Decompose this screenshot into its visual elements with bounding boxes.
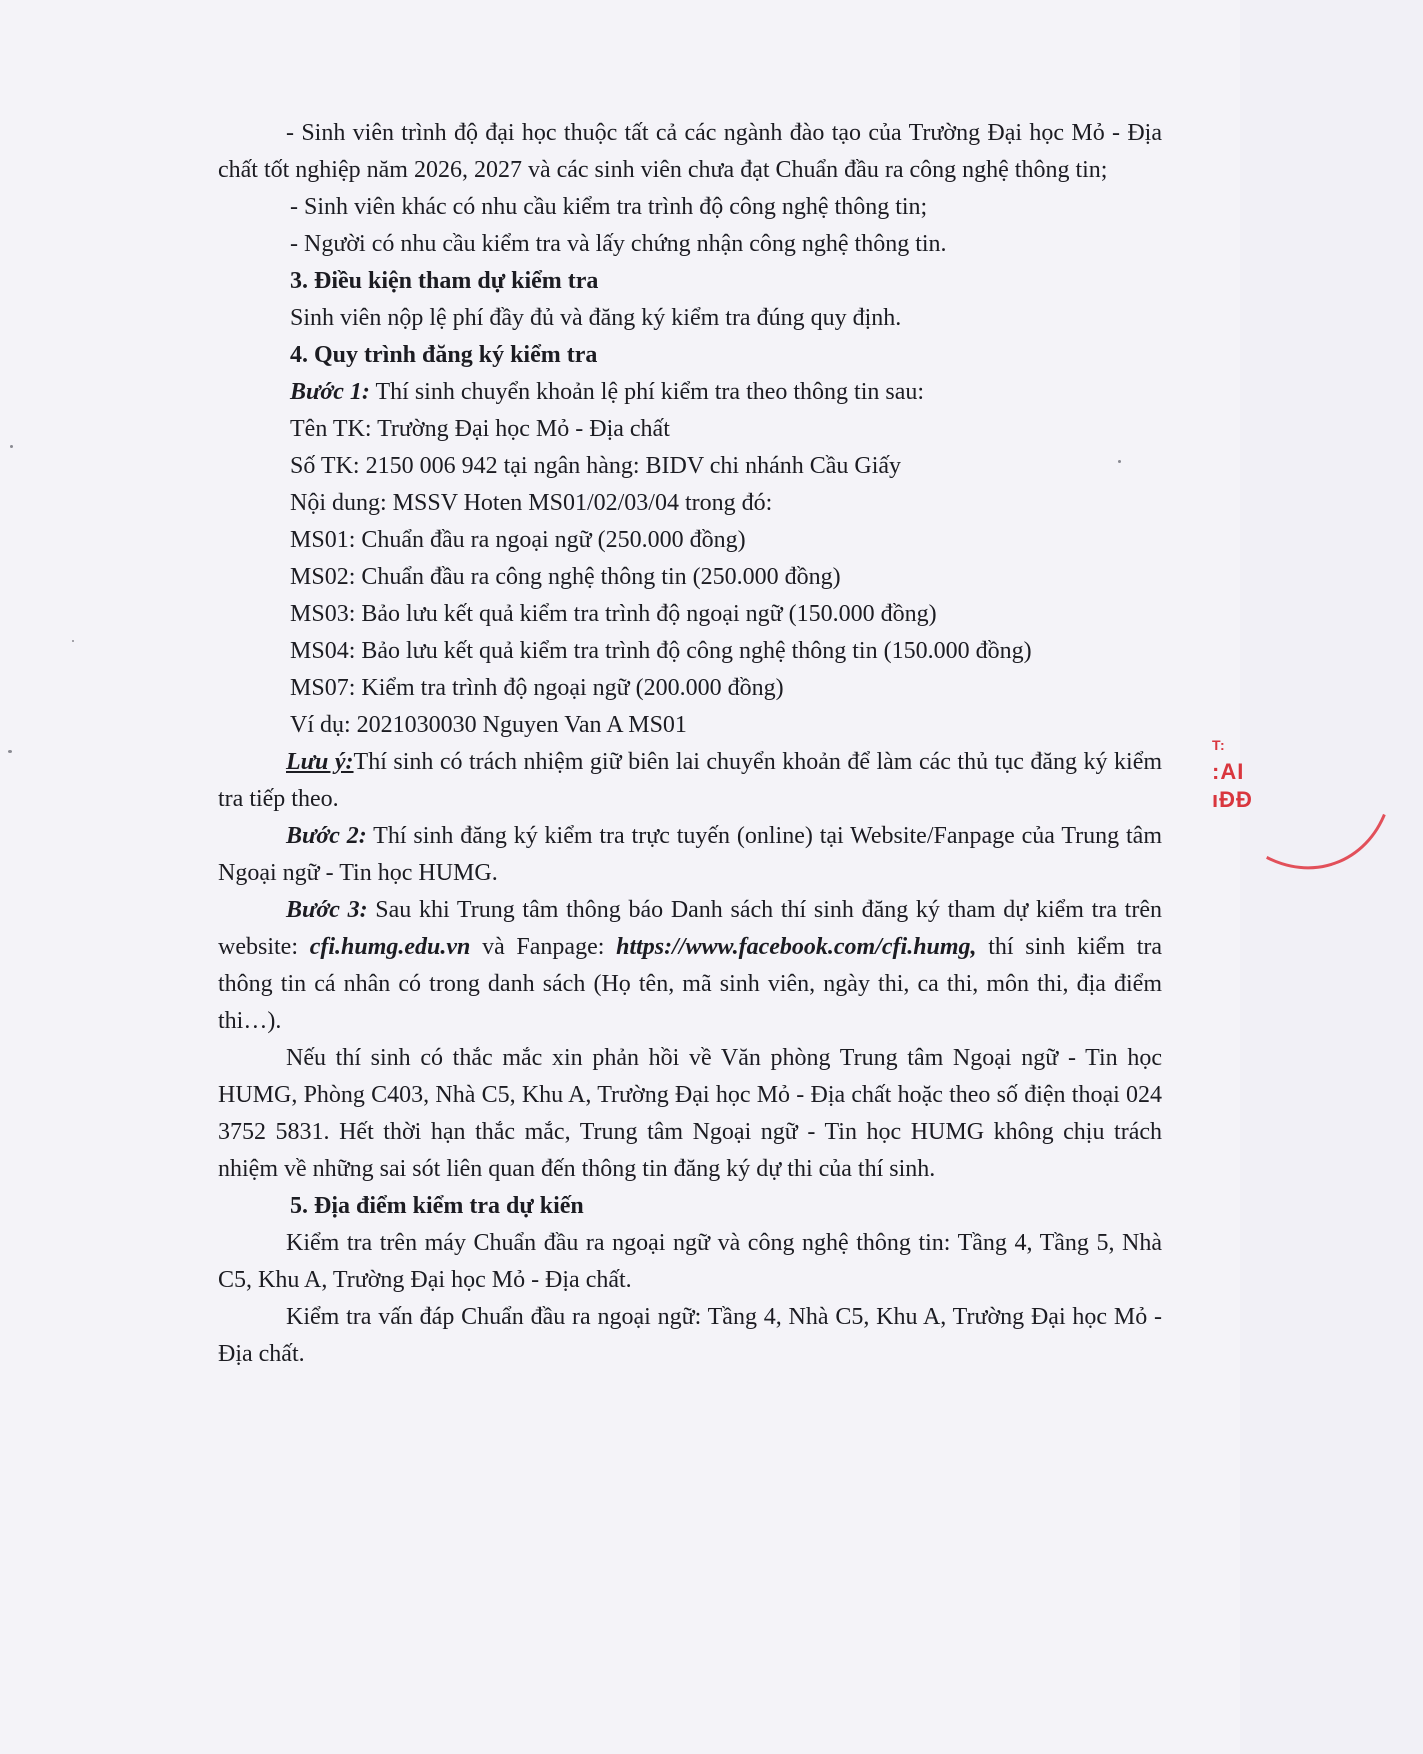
document-body xyxy=(218,115,1162,1373)
red-stamp-fragment xyxy=(1188,655,1253,875)
website-link[interactable]: cfi.humg.edu.vn xyxy=(309,934,471,960)
stamp-text-1: T: xyxy=(1212,737,1226,753)
section-5-heading: 5. Địa điểm kiểm tra dự kiến xyxy=(290,1193,584,1219)
step-1-text: Thí sinh chuyển khoản lệ phí kiểm tra theo thông tin sau: xyxy=(369,379,925,405)
scan-speck xyxy=(10,445,13,448)
account-number: Số TK: 2150 006 942 tại ngân hàng: BIDV chi nhánh Cầu Giấy xyxy=(290,453,902,479)
fanpage-link[interactable]: https://www.facebook.com/cfi.humg, xyxy=(616,934,977,960)
eligibility-item-3: - Người có nhu cầu kiểm tra và lấy chứng nhận công nghệ thông tin. xyxy=(290,231,947,257)
stamp-text-2: :AI xyxy=(1212,759,1245,784)
oral-test-location: Kiểm tra vấn đáp Chuẩn đầu ra ngoại ngữ: Tầng 4, Nhà C5, Khu A, Trường Đại học Mỏ - Địa chất. xyxy=(218,1304,1162,1367)
note-text: Thí sinh có trách nhiệm giữ biên lai chuyển khoản để làm các thủ tục đăng ký kiểm tra tiếp theo. xyxy=(218,749,1163,812)
eligibility-item-1: - Sinh viên trình độ đại học thuộc tất cả các ngành đào tạo của Trường Đại học Mỏ - Địa chất tốt nghiệp năm 2026, 2027 và các sinh viên chưa đạt Chuẩn đầu ra công nghệ thông tin; xyxy=(218,120,1162,183)
scan-speck xyxy=(72,640,74,642)
step-1 xyxy=(218,374,1162,411)
fee-code-ms02: MS02: Chuẩn đầu ra công nghệ thông tin (250.000 đồng) xyxy=(290,564,841,590)
step-3-text-c: thí sinh kiểm tra thông tin cá nhân có trong danh sách (Họ tên, mã sinh viên, ngày thi, ca thi, môn thi, địa điểm thi…). xyxy=(218,934,1163,1034)
fee-code-ms04: MS04: Bảo lưu kết quả kiểm tra trình độ công nghệ thông tin (150.000 đồng) xyxy=(290,638,1032,664)
account-name: Tên TK: Trường Đại học Mỏ - Địa chất xyxy=(290,416,670,442)
step-2-label: Bước 2: xyxy=(286,823,367,849)
step-3-label: Bước 3: xyxy=(286,897,368,923)
step-3-text-b: và Fanpage: xyxy=(470,934,617,960)
section-4-heading: 4. Quy trình đăng ký kiểm tra xyxy=(290,342,598,368)
fee-code-ms07: MS07: Kiểm tra trình độ ngoại ngữ (200.000 đồng) xyxy=(290,675,784,701)
section-3-text: Sinh viên nộp lệ phí đầy đủ và đăng ký kiểm tra đúng quy định. xyxy=(290,305,902,331)
computer-test-location: Kiểm tra trên máy Chuẩn đầu ra ngoại ngữ và công nghệ thông tin: Tầng 4, Tầng 5, Nhà C5, Khu A, Trường Đại học Mỏ - Địa chất. xyxy=(218,1230,1162,1293)
step-3 xyxy=(218,892,1162,1040)
scan-speck xyxy=(8,750,12,753)
scan-speck xyxy=(1118,460,1121,463)
fee-code-ms03: MS03: Bảo lưu kết quả kiểm tra trình độ ngoại ngữ (150.000 đồng) xyxy=(290,601,937,627)
note-label: Lưu ý: xyxy=(286,749,354,775)
step-2-text: Thí sinh đăng ký kiểm tra trực tuyến (online) tại Website/Fanpage của Trung tâm Ngoại ngữ - Tin học HUMG. xyxy=(218,823,1162,886)
step-1-label: Bước 1: xyxy=(290,379,370,405)
step-2 xyxy=(218,818,1162,892)
stamp-text-3: ıĐĐ xyxy=(1212,787,1253,812)
step-3-text-a: Sau khi Trung tâm thông báo Danh sách thí sinh đăng ký tham dự kiểm tra trên website: xyxy=(218,897,1162,960)
complaint-paragraph: Nếu thí sinh có thắc mắc xin phản hồi về Văn phòng Trung tâm Ngoại ngữ - Tin học HUMG, Phòng C403, Nhà C5, Khu A, Trường Đại học Mỏ - Địa chất hoặc theo số điện thoại 024 3752 5831. Hết thời hạn thắc mắc, Trung tâm Ngoại ngữ - Tin học HUMG không chịu trách nhiệm về những sai sót liên quan đến thông tin đăng ký dự thi của thí sinh. xyxy=(218,1045,1162,1182)
note-paragraph xyxy=(218,744,1162,818)
fee-code-ms01: MS01: Chuẩn đầu ra ngoại ngữ (250.000 đồng) xyxy=(290,527,746,553)
section-3-heading: 3. Điều kiện tham dự kiểm tra xyxy=(290,268,599,294)
eligibility-item-2: - Sinh viên khác có nhu cầu kiểm tra trình độ công nghệ thông tin; xyxy=(290,194,928,220)
transfer-content: Nội dung: MSSV Hoten MS01/02/03/04 trong đó: xyxy=(290,490,773,516)
transfer-example: Ví dụ: 2021030030 Nguyen Van A MS01 xyxy=(290,712,687,738)
